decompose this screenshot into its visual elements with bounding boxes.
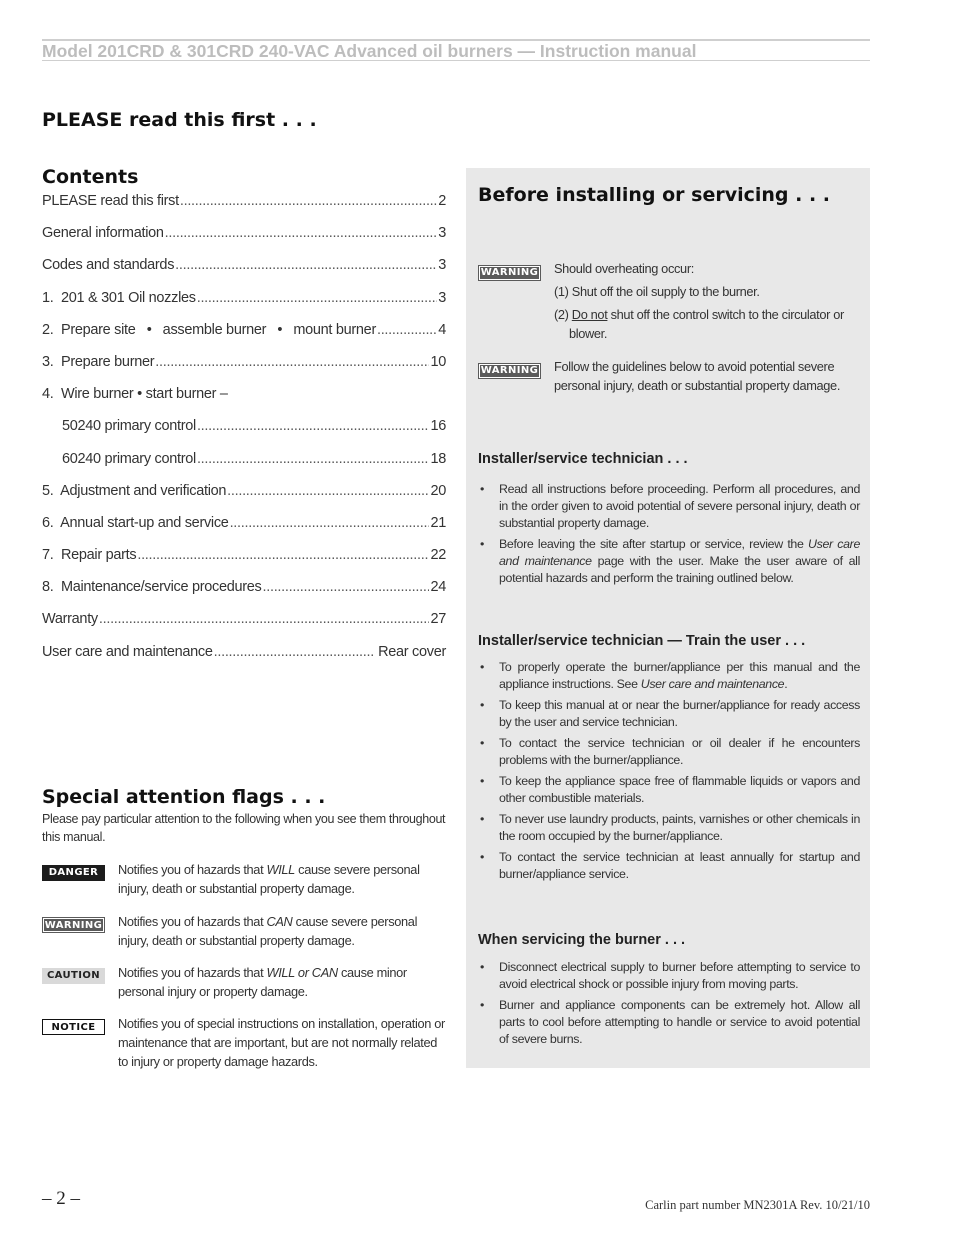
warning-line: Should overheating occur:: [554, 261, 694, 276]
toc-page: 24: [430, 579, 446, 596]
toc-page: 16: [430, 418, 446, 435]
toc-entry[interactable]: [42, 579, 446, 611]
table-of-contents: [42, 193, 446, 676]
toc-label: Codes and standards: [42, 257, 175, 274]
toc-page: 2: [438, 193, 446, 209]
flag-description: Notifies you of hazards that WILL cause severe personal injury, death or substantial property damage.: [118, 862, 420, 896]
toc-leader: [197, 451, 430, 467]
toc-label: 3. Prepare burner: [42, 353, 155, 370]
toc-leader: [197, 418, 430, 434]
train-user-heading: Installer/service technician — Train the user . . .: [478, 633, 806, 649]
toc-entry[interactable]: [42, 386, 446, 418]
header-title: Model 201CRD & 301CRD 240-VAC Advanced oil burners — Instruction manual: [42, 41, 697, 61]
toc-leader: [155, 354, 429, 370]
toc-leader: [227, 483, 429, 499]
toc-entry[interactable]: [42, 547, 446, 579]
list-item: • To contact the service technician at least annually for startup and burner/appliance service.: [478, 849, 860, 883]
installer-list: [478, 481, 860, 591]
warning-text: [554, 259, 844, 347]
list-item: • To properly operate the burner/appliance per this manual and the appliance instructions. See User care and maintenance.: [478, 659, 860, 693]
servicing-heading: When servicing the burner . . .: [478, 932, 686, 948]
toc-page: 3: [438, 257, 446, 274]
caution-badge: CAUTION: [42, 968, 105, 984]
flag-description: Notifies you of special instructions on installation, operation or maintenance that are important, but are not normally related to injury or property damage hazards.: [118, 1016, 445, 1069]
toc-entry[interactable]: [42, 451, 446, 483]
toc-label: 2. Prepare site • assemble burner • mount burner: [42, 321, 376, 338]
please-read-heading: PLEASE read this first . . .: [42, 109, 317, 131]
list-item: • To keep the appliance space free of flammable liquids or vapors and other combustible materials.: [478, 773, 860, 807]
toc-label: 5. Adjustment and verification: [42, 482, 227, 499]
toc-page: 3: [438, 289, 446, 306]
servicing-list: [478, 959, 860, 1052]
toc-entry[interactable]: [42, 644, 446, 676]
toc-leader: [263, 579, 430, 595]
toc-leader: [377, 322, 437, 338]
danger-badge: DANGER: [42, 865, 105, 881]
toc-entry[interactable]: [42, 322, 446, 354]
toc-entry[interactable]: [42, 257, 446, 289]
toc-entry[interactable]: [42, 611, 446, 643]
toc-label: General information: [42, 225, 164, 242]
flag-description: Notifies you of hazards that WILL or CAN cause minor personal injury or property damage.: [118, 965, 407, 999]
toc-page: 27: [430, 611, 446, 628]
toc-label: 60240 primary control: [62, 450, 196, 467]
list-item: • To never use laundry products, paints, varnishes or other chemicals in the room occupied by the burner/appliance.: [478, 811, 860, 845]
part-number: Carlin part number MN2301A Rev. 10/21/10: [645, 1198, 870, 1212]
flags-intro: Please pay particular attention to the following when you see them throughout this manual.: [42, 812, 446, 844]
toc-label: 1. 201 & 301 Oil nozzles: [42, 289, 196, 306]
toc-page: 21: [430, 514, 446, 531]
train-user-list: [478, 659, 860, 887]
toc-leader: [214, 644, 374, 660]
toc-leader: [99, 611, 430, 627]
toc-page: 20: [430, 482, 446, 499]
toc-entry[interactable]: [42, 418, 446, 450]
toc-leader: [230, 515, 430, 531]
special-flags-heading: Special attention flags . . .: [42, 786, 326, 808]
list-item: • To keep this manual at or near the burner/appliance for ready access by the user and service technician.: [478, 697, 860, 731]
toc-page: 18: [430, 450, 446, 467]
toc-entry[interactable]: [42, 290, 446, 322]
toc-entry[interactable]: [42, 354, 446, 386]
warning-line: (1) Shut off the oil supply to the burner.: [554, 284, 760, 299]
toc-entry[interactable]: [42, 515, 446, 547]
warning-badge: WARNING: [42, 917, 105, 933]
list-item: • Burner and appliance components can be extremely hot. Allow all parts to cool before attempting to handle or service to avoid potential of severe burns.: [478, 997, 860, 1048]
toc-page: Rear cover: [378, 643, 446, 660]
toc-leader: [197, 290, 438, 306]
toc-label: 6. Annual start-up and service: [42, 514, 229, 531]
toc-leader: [137, 547, 429, 563]
toc-label: Warranty: [42, 611, 98, 628]
warning-badge: WARNING: [478, 363, 541, 379]
toc-entry[interactable]: [42, 225, 446, 257]
contents-heading: Contents: [42, 166, 139, 188]
notice-badge: NOTICE: [42, 1019, 105, 1035]
toc-label: 7. Repair parts: [42, 547, 137, 564]
toc-leader: [175, 257, 437, 273]
toc-label: User care and maintenance: [42, 643, 213, 660]
page-number: – 2 –: [42, 1188, 80, 1209]
toc-page: 10: [430, 353, 446, 370]
toc-entry[interactable]: [42, 193, 446, 225]
toc-leader: [165, 225, 438, 241]
toc-entry[interactable]: [42, 483, 446, 515]
toc-page: 4: [438, 321, 446, 338]
before-installing-heading: Before installing or servicing . . .: [478, 184, 830, 206]
warning-line: (2) Do not shut off the control switch to the circulator or blower.: [554, 307, 844, 341]
running-header: [42, 39, 870, 61]
list-item: • Disconnect electrical supply to burner before attempting to service to avoid electrical shock or possible injury from moving parts.: [478, 959, 860, 993]
toc-label: PLEASE read this first: [42, 193, 179, 209]
toc-page: 22: [430, 547, 446, 564]
toc-leader: [180, 193, 437, 209]
list-item: • Before leaving the site after startup or service, review the User care and maintenance page with the user. Make the user aware of all potential hazards and perform the training outlined below.: [478, 536, 860, 587]
warning-text: Follow the guidelines below to avoid potential severe personal injury, death or substantial property damage.: [554, 359, 841, 393]
warning-badge: WARNING: [478, 265, 541, 281]
flag-description: Notifies you of hazards that CAN cause severe personal injury, death or substantial property damage.: [118, 914, 418, 948]
installer-heading: Installer/service technician . . .: [478, 451, 688, 467]
toc-label: 4. Wire burner • start burner –: [42, 386, 228, 403]
list-item: • To contact the service technician or oil dealer if he encounters problems with the burner/appliance.: [478, 735, 860, 769]
toc-label: 50240 primary control: [62, 418, 196, 435]
toc-label: 8. Maintenance/service procedures: [42, 579, 262, 596]
list-item: • Read all instructions before proceeding. Perform all procedures, and in the order given to avoid potential of severe personal injury, death or substantial property damage.: [478, 481, 860, 532]
toc-page: 3: [438, 225, 446, 242]
